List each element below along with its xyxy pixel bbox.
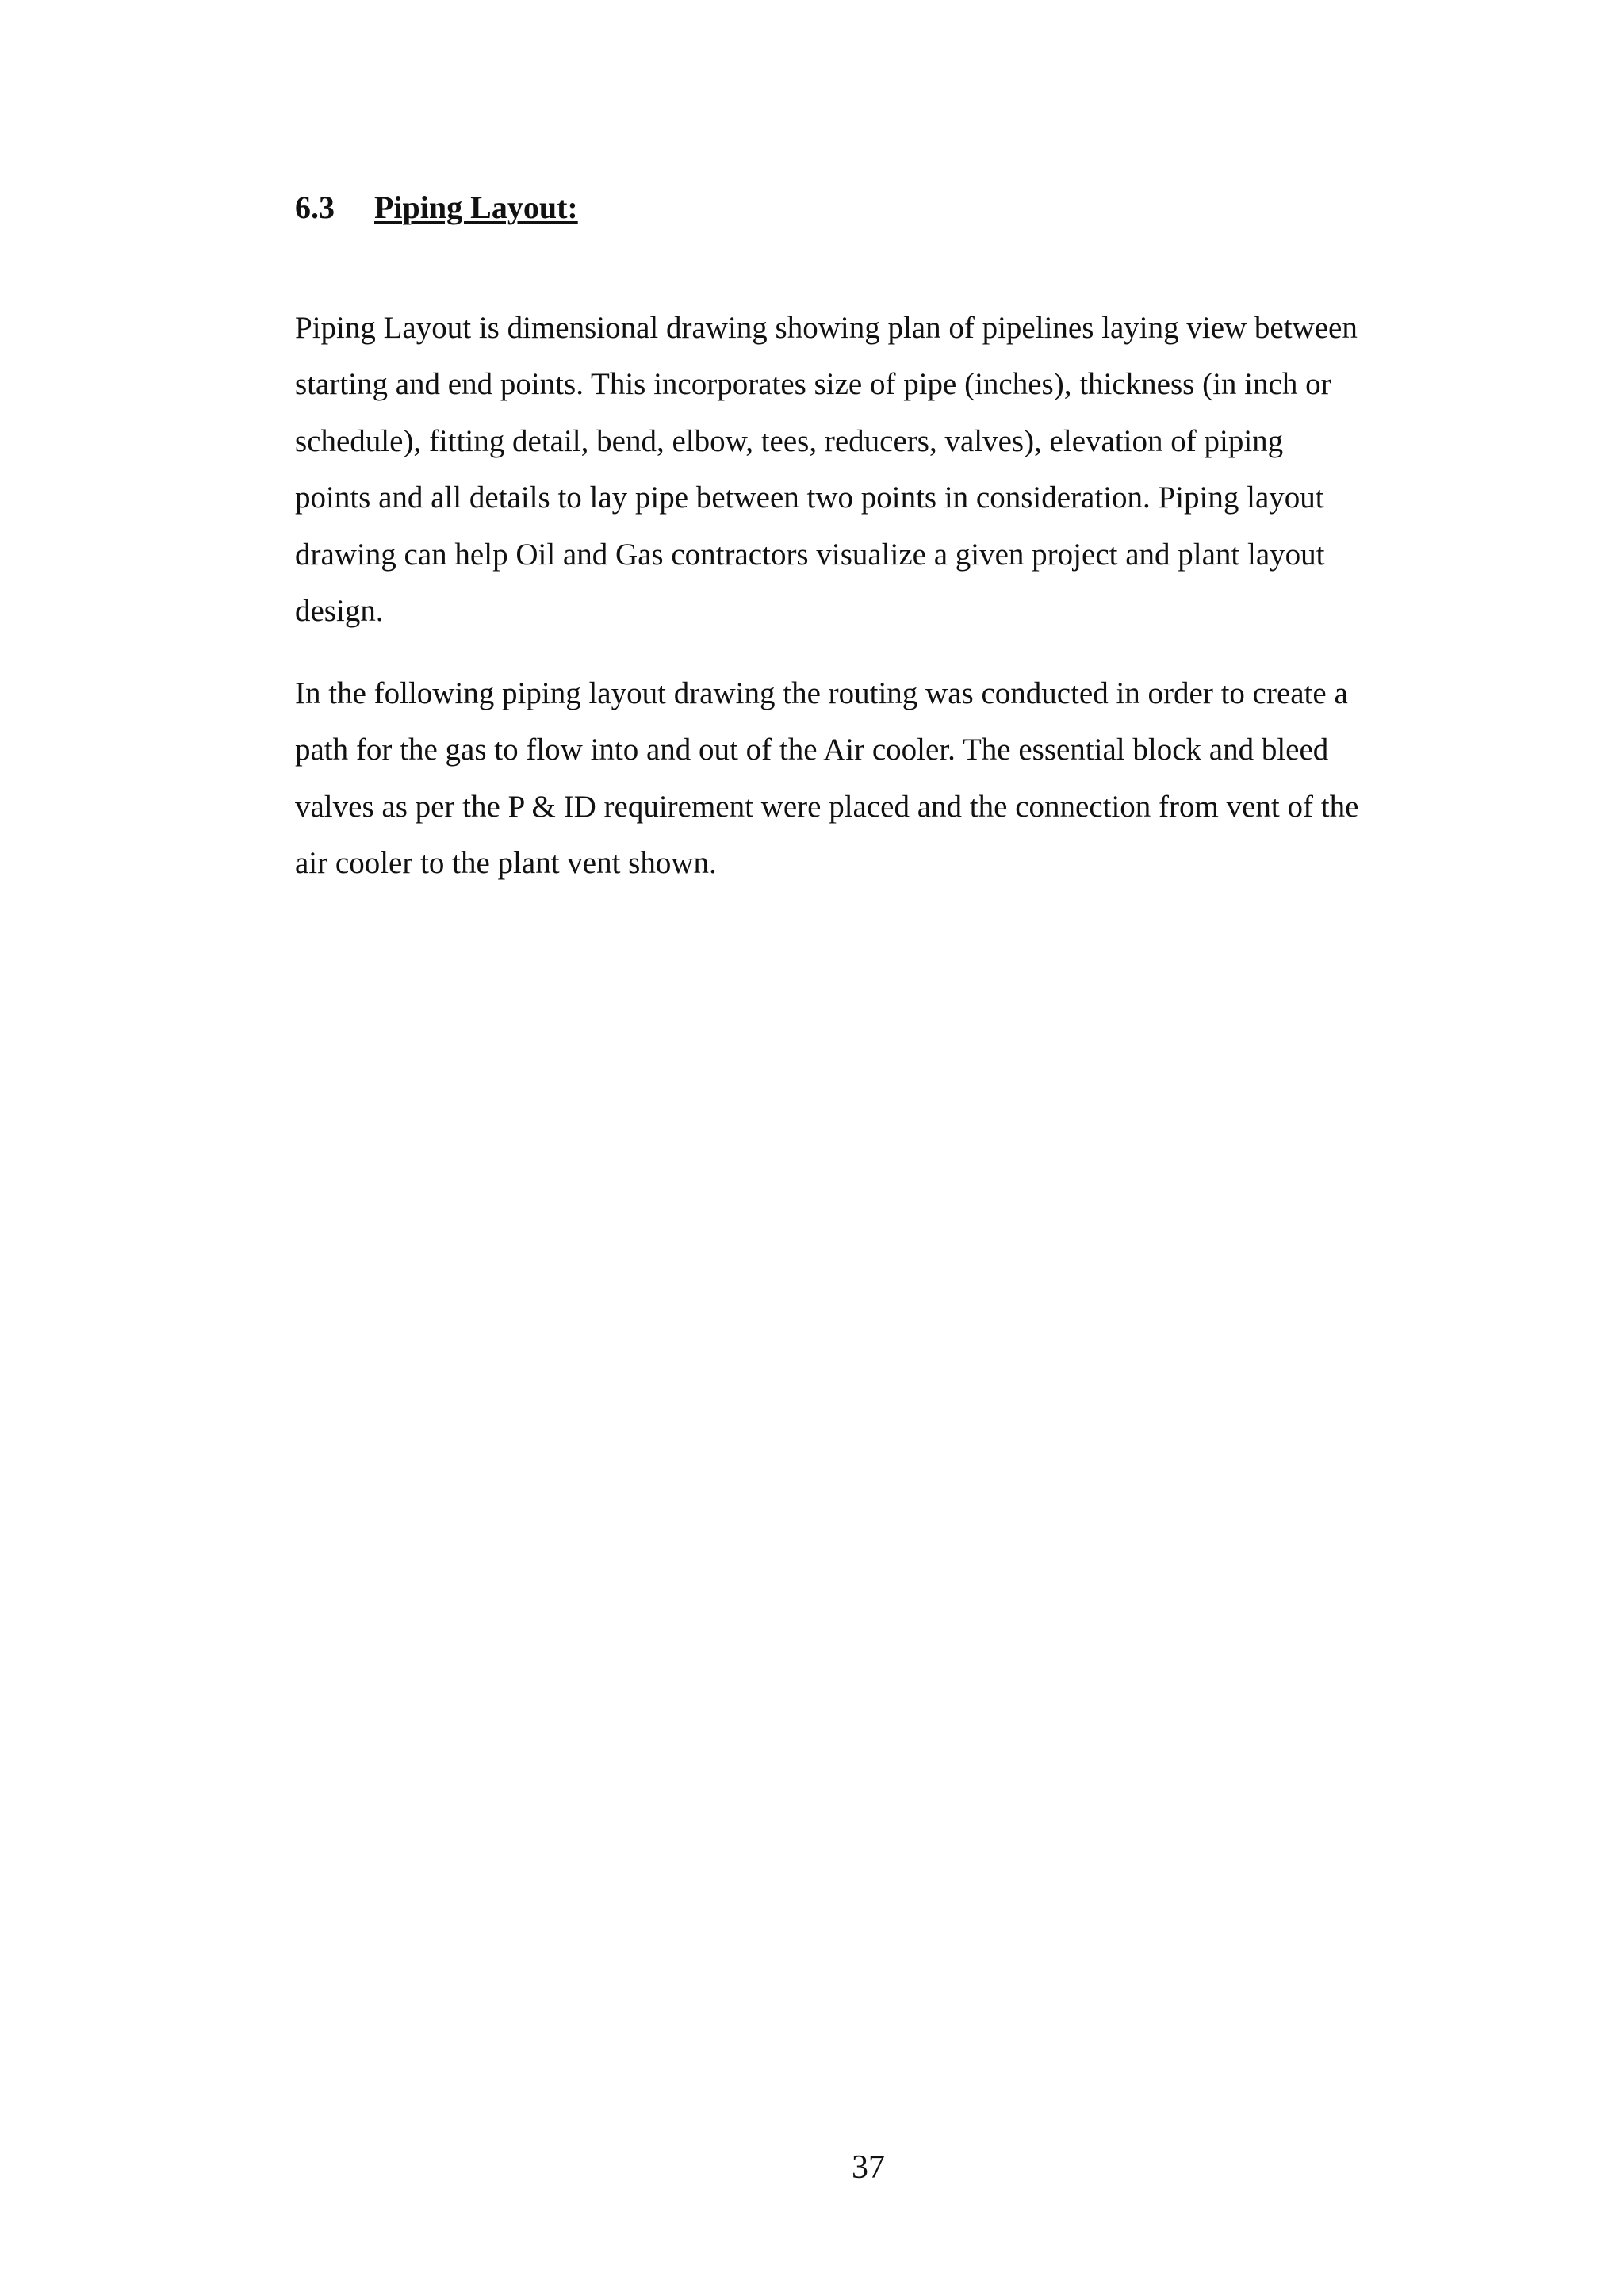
paragraph-line: Piping Layout is dimensional drawing showing plan of pipelines laying view between <box>295 311 1358 345</box>
paragraph-line: valves as per the P & ID requirement were placed and the connection from vent of the <box>295 789 1359 824</box>
paragraph-line: In the following piping layout drawing the routing was conducted in order to create a <box>295 676 1348 710</box>
paragraph-piping-layout-definition <box>295 300 1425 639</box>
page-number: 37 <box>852 2149 885 2186</box>
paragraph-line: path for the gas to flow into and out of the Air cooler. The essential block and bleed <box>295 733 1329 767</box>
paragraph-line: points and all details to lay pipe between two points in consideration. Piping layout <box>295 480 1324 515</box>
paragraph-line: air cooler to the plant vent shown. <box>295 846 717 881</box>
section-heading <box>295 189 578 227</box>
section-number: 6.3 <box>295 189 335 225</box>
paragraph-line: starting and end points. This incorporates size of pipe (inches), thickness (in inch or <box>295 367 1331 402</box>
paragraph-routing-description <box>295 665 1425 892</box>
section-title: Piping Layout: <box>374 189 578 225</box>
paragraph-line: drawing can help Oil and Gas contractors visualize a given project and plant layout <box>295 537 1325 572</box>
paragraph-line: schedule), fitting detail, bend, elbow, tees, reducers, valves), elevation of piping <box>295 423 1284 458</box>
paragraph-line: design. <box>295 594 384 629</box>
